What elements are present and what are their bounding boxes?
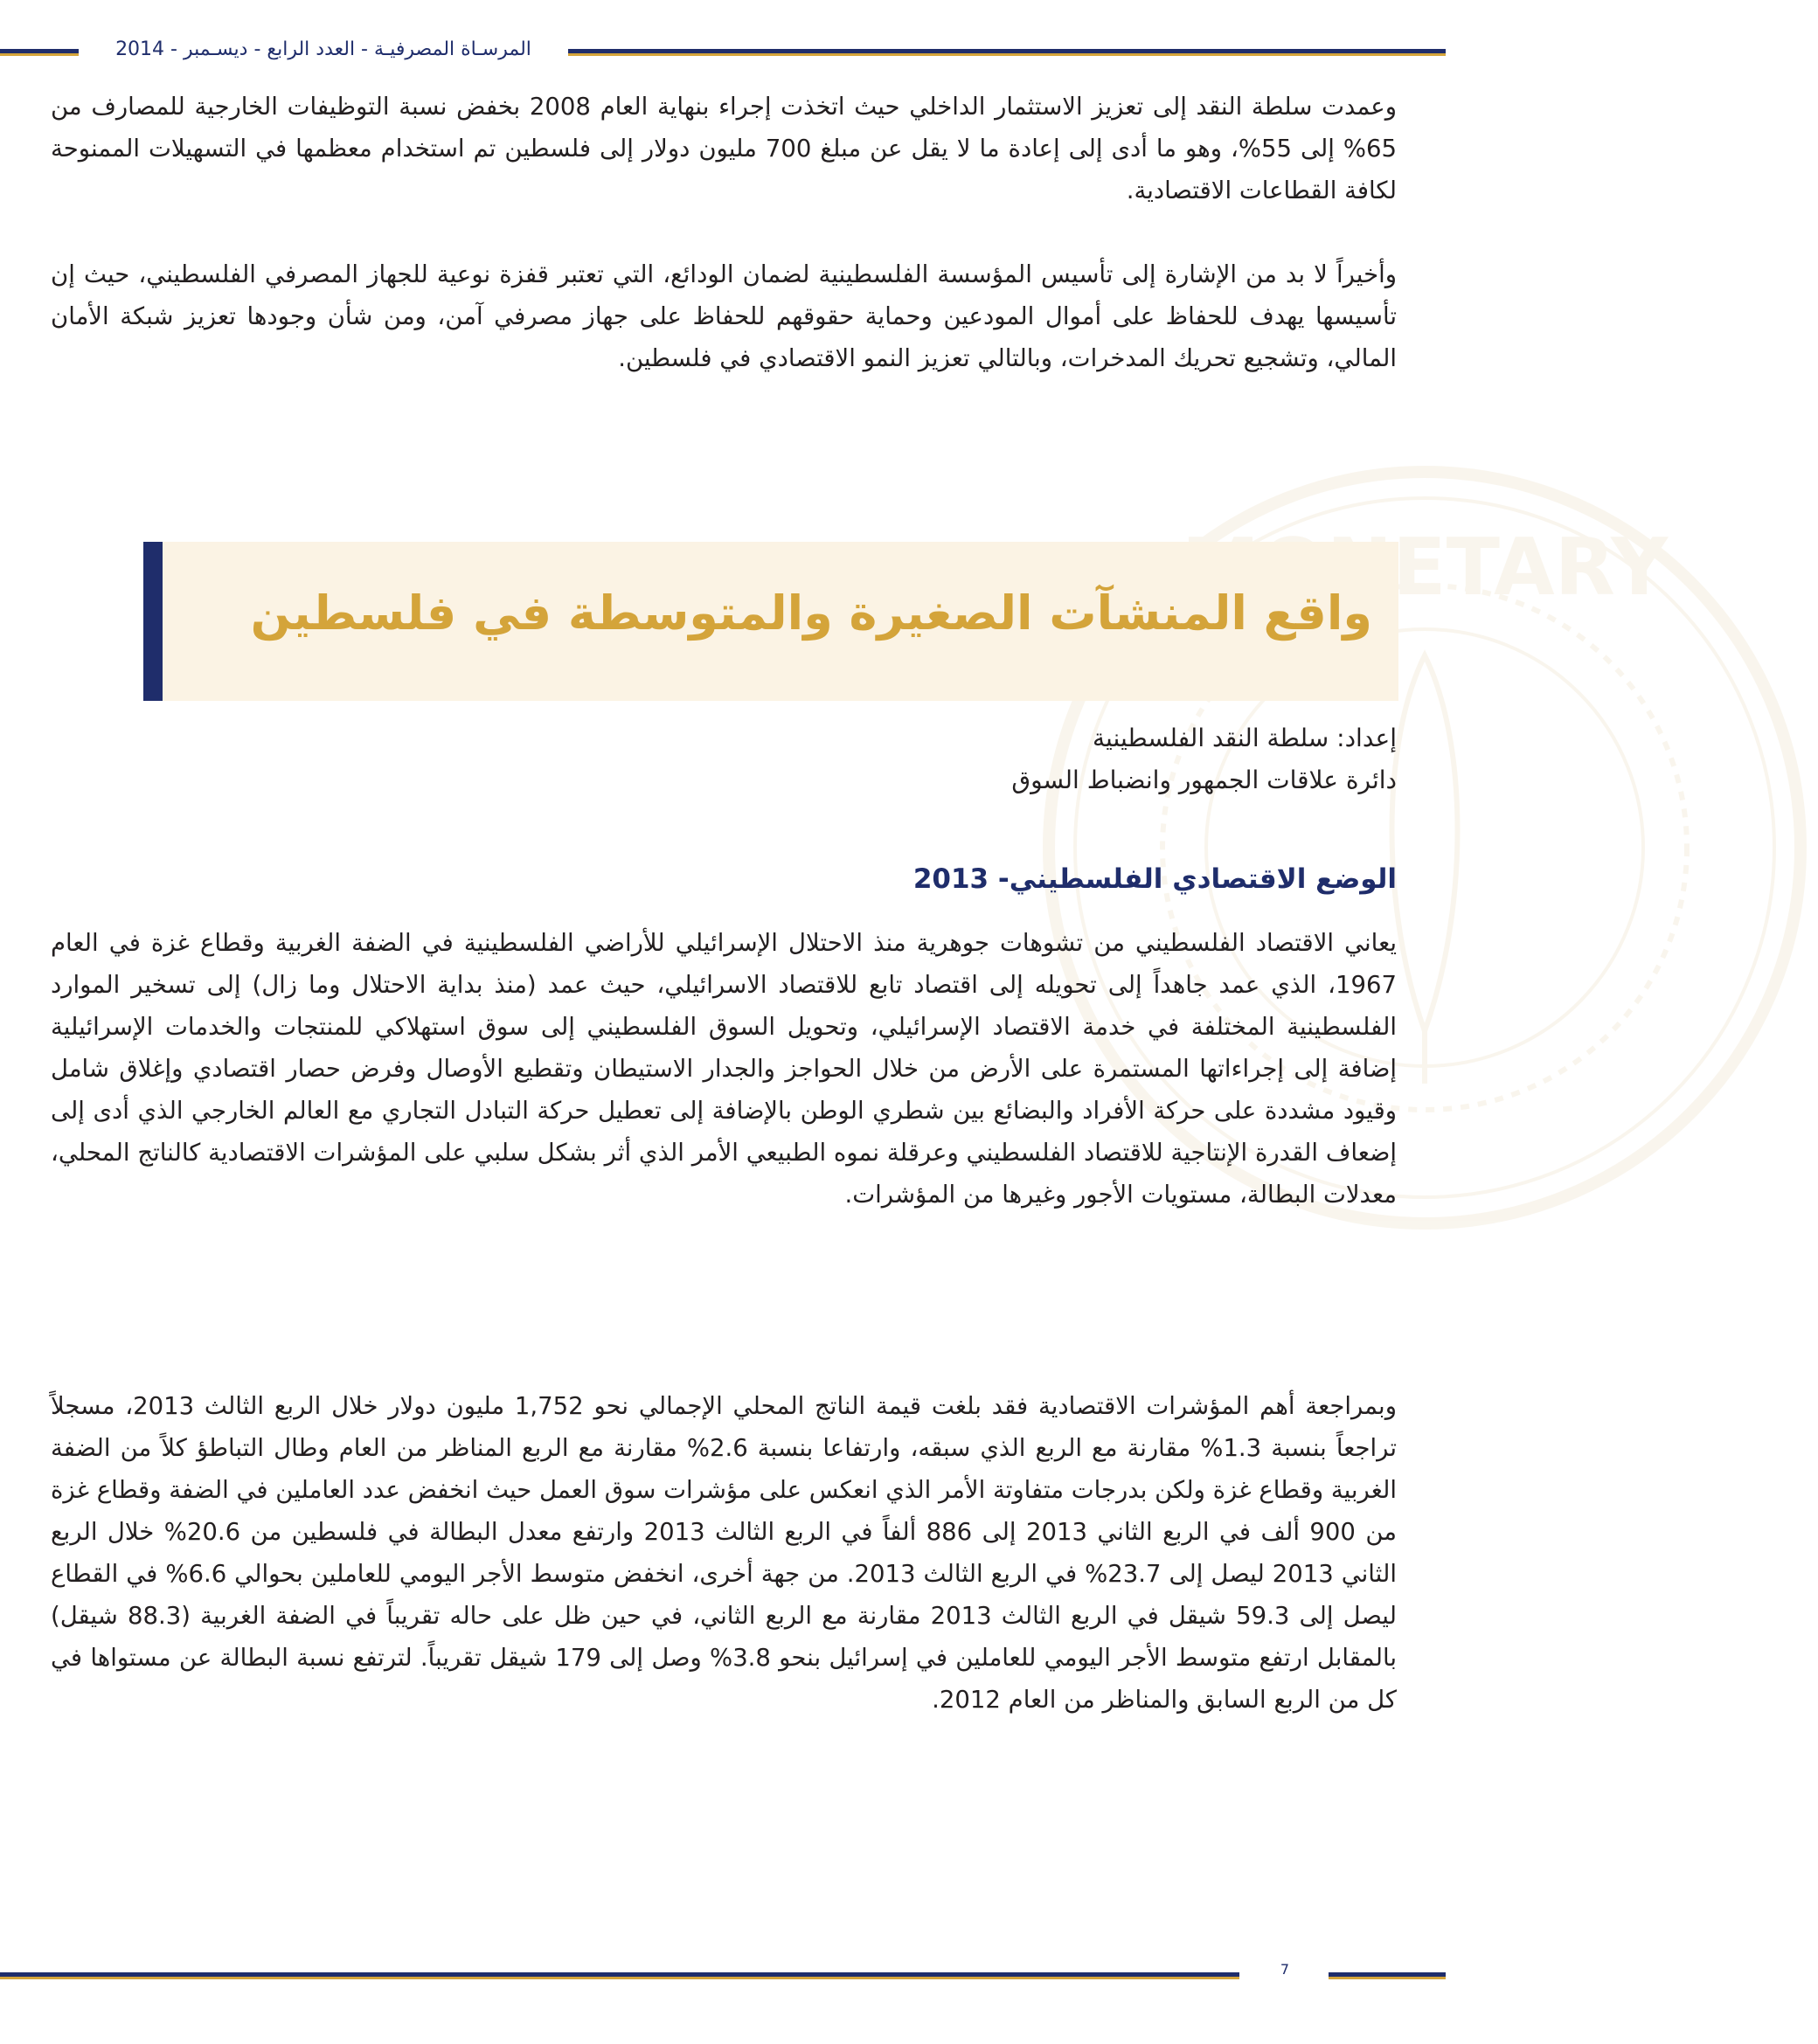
running-head: المرسـاة المصرفيـة - العدد الرابع - ديسـمبر - 2014 xyxy=(115,38,531,60)
watermark-text: MONETARY xyxy=(1181,522,1669,613)
footer-rule-left xyxy=(0,1972,1239,1979)
section-title-accent-bar xyxy=(143,542,163,701)
author-line-2: دائرة علاقات الجمهور وانضباط السوق xyxy=(1011,766,1397,794)
footer-rule-right xyxy=(1329,1972,1446,1979)
subheading: الوضع الاقتصادي الفلسطيني- 2013 xyxy=(912,863,1397,895)
paragraph-economic-indicators: وبمراجعة أهم المؤشرات الاقتصادية فقد بلغت قيمة الناتج المحلي الإجمالي نحو 1,752 مليون دولار خلال الربع الثالث 2013، مسجلاً تراجعاً بنسبة 1.3% مقارنة مع الربع الذي سبقه، وارتفاعا بنسبة 2.6% مقارنة مع الربع المناظر من العام وطال التباطؤ كلاً من الضفة الغربية وقطاع غزة ولكن بدرجات متفاوتة الأمر الذي انعكس على مؤشرات سوق العمل حيث انخفض عدد العاملين في الضفة وقطاع غزة من 900 ألف في الربع الثاني 2013 إلى 886 ألفاً في الربع الثالث 2013 وارتفع معدل البطالة في فلسطين من 20.6% خلال الربع الثاني 2013 ليصل إلى 23.7% في الربع الثالث 2013. من جهة أخرى، انخفض متوسط الأجر اليومي للعاملين بحوالي 6.6% في القطاع ليصل إلى 59.3 شيقل في الربع الثالث 2013 مقارنة مع الربع الثاني، في حين ظل على حاله تقريباً في الضفة الغربية (88.3 شيقل) بالمقابل ارتفع متوسط الأجر اليومي للعاملين في إسرائيل بنحو 3.8% وصل إلى 179 شيقل تقريباً. لترتفع نسبة البطالة عن مستواها في كل من الربع السابق والمناظر من العام 2012. xyxy=(51,1392,1397,1714)
paragraph-internal-investment: وعمدت سلطة النقد إلى تعزيز الاستثمار الداخلي حيث اتخذت إجراء بنهاية العام 2008 بخفض نسبة التوظيفات الخارجية للمصارف من 65% إلى 55%، وهو ما أدى إلى إعادة ما لا يقل عن مبلغ 700 مليون دولار إلى فلسطين تم استخدام معظمها في التسهيلات الممنوحة لكافة القطاعات الاقتصادية. xyxy=(51,93,1397,204)
header-rule-right xyxy=(568,49,1446,55)
paragraph-deposit-insurance: وأخيراً لا بد من الإشارة إلى تأسيس المؤسسة الفلسطينية لضمان الودائع، التي تعتبر قفزة نوعية للجهاز المصرفي الفلسطيني، حيث إن تأسيسها يهدف للحفاظ على أموال المودعين وحماية حقوقهم للحفاظ على جهاز مصرفي آمن، ومن شأن وجودها تعزيز شبكة الأمان المالي، وتشجيع تحريك المدخرات، وبالتالي تعزيز النمو الاقتصادي في فلسطين. xyxy=(51,260,1397,372)
section-title: واقع المنشآت الصغيرة والمتوسطة في فلسطين xyxy=(250,585,1372,641)
page-number: 7 xyxy=(1280,1961,1290,1978)
paragraph-economic-distortions: يعاني الاقتصاد الفلسطيني من تشوهات جوهرية منذ الاحتلال الإسرائيلي للأراضي الفلسطينية في الضفة الغربية وقطاع غزة في العام 1967، الذي عمد جاهداً إلى تحويله إلى اقتصاد تابع للاقتصاد الاسرائيلي، حيث عمد (منذ بداية الاحتلال وما زال) إلى تسخير الموارد الفلسطينية المختلفة في خدمة الاقتصاد الإسرائيلي، وتحويل السوق الفلسطيني إلى سوق استهلاكي للمنتجات والخدمات الإسرائيلية إضافة إلى إجراءاتها المستمرة على الأرض من خلال الحواجز والجدار الاستيطان وتقطيع الأوصال وفرض حصار اقتصادي وإغلاق شامل وقيود مشددة على حركة الأفراد والبضائع بين شطري الوطن بالإضافة إلى تعطيل حركة التبادل التجاري مع العالم الخارجي الذي أدى إلى إضعاف القدرة الإنتاجية للاقتصاد الفلسطيني وعرقلة نموه الطبيعي الأمر الذي أثر بشكل سلبي على المؤشرات الاقتصادية كالناتج المحلي، معدلات البطالة، مستويات الأجور وغيرها من المؤشرات. xyxy=(51,929,1397,1209)
header-rule-left xyxy=(0,49,79,55)
author-line-1: إعداد: سلطة النقد الفلسطينية xyxy=(1093,724,1397,752)
